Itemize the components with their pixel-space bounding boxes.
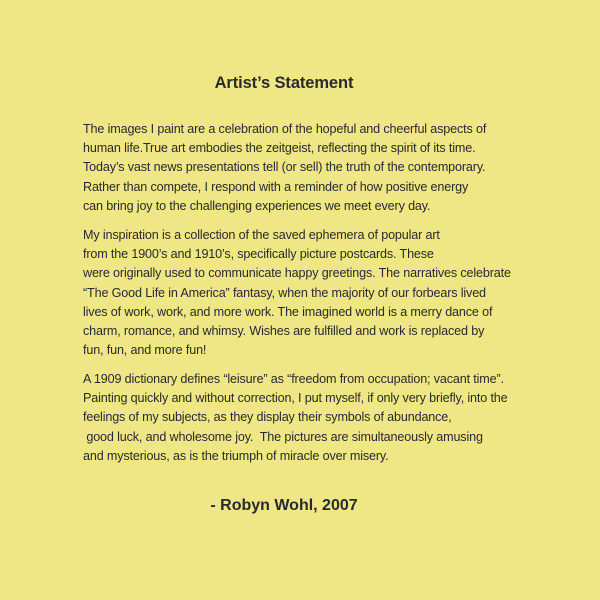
paragraph-line: Rather than compete, I respond with a reminder of how positive energy (83, 179, 469, 194)
paragraph-line: were originally used to communicate happy greetings. The narratives celebrate (83, 266, 511, 281)
signature: - Robyn Wohl, 2007 (210, 497, 358, 514)
page-title: Artist’s Statement (214, 74, 354, 92)
paragraph-line: Today’s vast news presentations tell (or sell) the truth of the contemporary. (83, 160, 486, 175)
paragraph-line: and mysterious, as is the triumph of miracle over misery. (83, 448, 389, 463)
paragraph-line: good luck, and wholesome joy. The pictures are simultaneously amusing (83, 429, 483, 444)
paragraph-line: can bring joy to the challenging experiences we meet every day. (83, 198, 431, 213)
paragraph-1 (83, 120, 523, 216)
paragraph-line: A 1909 dictionary defines “leisure” as “freedom from occupation; vacant time”. (83, 372, 504, 386)
paragraph-line: lives of work, work, and more work. The imagined world is a merry dance of (83, 304, 493, 319)
paragraph-line: The images I paint are a celebration of the hopeful and cheerful aspects of (83, 122, 487, 136)
paragraph-line: fun, fun, and more fun! (83, 343, 207, 358)
paragraph-line: My inspiration is a collection of the saved ephemera of popular art (83, 228, 440, 242)
paragraph-line: Painting quickly and without correction, I put myself, if only very briefly, into the (83, 391, 508, 406)
paragraph-line: charm, romance, and whimsy. Wishes are fulfilled and work is replaced by (83, 324, 485, 339)
paragraph-line: feelings of my subjects, as they display their symbols of abundance, (83, 410, 452, 425)
paragraph-2 (83, 226, 523, 360)
paragraph-line: human life.True art embodies the zeitgeist, reflecting the spirit of its time. (83, 141, 476, 156)
paragraph-line: “The Good Life in America” fantasy, when the majority of our forbears lived (83, 285, 486, 300)
paragraph-3 (83, 370, 523, 466)
paragraph-line: from the 1900’s and 1910’s, specifically picture postcards. These (83, 247, 434, 262)
